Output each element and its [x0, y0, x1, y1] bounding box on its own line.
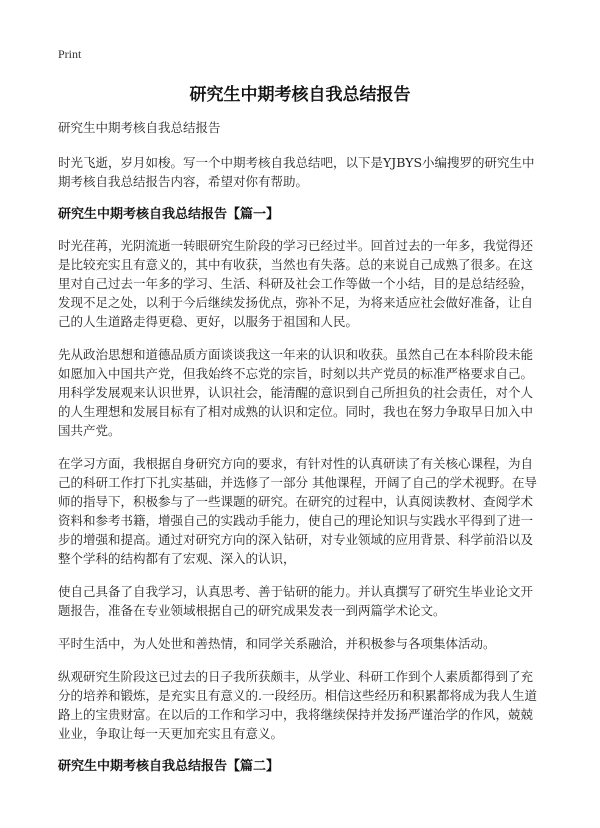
paragraph: 先从政治思想和道德品质方面谈谈我这一年来的认识和收获。虽然自己在本科阶段未能如愿加入中国共产党，但我始终不忘党的宗旨，时刻以共产党员的标准严格要求自己。用科学发展观来认识世界，认识社会，能清醒的意识到自己所担负的社会责任，对个人的人生理想和发展目标有了相对成熟的认识和定位。同时，我也在努力争取早日加入中国共产党。 — [58, 347, 534, 438]
paragraph: 纵观研究生阶段这已过去的日子我所获颇丰，从学业、科研工作到个人素质都得到了充分的培养和锻炼，是充实且有意义的.一段经历。相信这些经历和积累都将成为我人生道路上的宝贵财富。在以后的工作和学习中，我将继续保持并发扬严谨治学的作风，兢兢业业，争取让每一天更加充实且有意义。 — [58, 669, 537, 741]
paragraph: 使自己具备了自我学习，认真思考、善于钻研的能力。并认真撰写了研究生毕业论文开题报告，准备在专业领域根据自己的研究成果发表一到两篇学术论文。 — [58, 584, 534, 618]
paragraph: 平时生活中，为人处世和善热情，和同学关系融洽，并积极参与各项集体活动。 — [58, 636, 496, 651]
paragraph: 在学习方面，我根据自身研究方向的要求，有针对性的认真研读了有关核心课程，为自己的科研工作打下扎实基础，并选修了一部分 其他课程，开阔了自己的学术视野。在导师的指导下，积极参与了一些课题的研究。在研究的过程中，认真阅读教材、查阅学术资料和参考书籍，增强自己的实践动手能力，使自己的理论知识与实践水平得到了进一步的增强和提高。通过对研究方向的深入钻研，对专业领域的应用背景、科学前沿以及整个学科的结构都有了宏观、深入的认识， — [58, 456, 537, 566]
document-subtitle: 研究生中期考核自我总结报告 — [58, 120, 221, 135]
print-label: Print — [58, 47, 82, 61]
paragraph: 时光荏苒，光阴流逝一转眼研究生阶段的学习已经过半。回首过去的一年多，我觉得还是比较充实且有意义的，其中有收获，当然也有失落。总的来说自己成熟了很多。在这里对自己过去一年多的学习、生活、科研及社会工作等做一个小结，目的是总结经验，发现不足之处，以利于今后继续发扬优点，弥补不足，为将来适应社会做好准备，让自己的人生道路走得更稳、更好，以服务于祖国和人民。 — [58, 238, 534, 329]
document-body — [58, 118, 542, 788]
document-title: 研究生中期考核自我总结报告 — [189, 85, 411, 105]
section-heading-1: 研究生中期考核自我总结报告【篇一】 — [58, 207, 280, 222]
section-heading-2: 研究生中期考核自我总结报告【篇二】 — [58, 759, 280, 774]
intro-paragraph: 时光飞逝，岁月如梭。写一个中期考核自我总结吧，以下是YJBYS小编搜罗的研究生中期考核自我总结报告内容，希望对你有帮助。 — [58, 155, 535, 189]
